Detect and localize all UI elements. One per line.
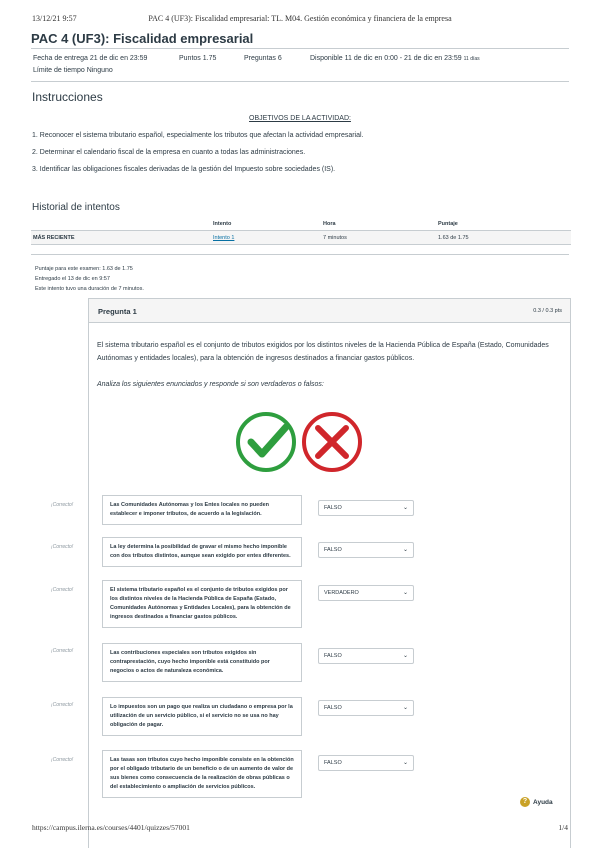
help-label: Ayuda [533,798,553,806]
statement: Las tasas son tributos cuyo hecho imponible consiste en la obtención por el obligado tributario de un beneficio o de un aumento de valor de sus bienes como consecuencia de la realización de obras públicas o del establecimiento o ampliación de servicios públicos. [102,750,302,798]
answer-status: ¡Correcto! [51,702,74,708]
table-header [31,218,571,231]
question-instruction: Analiza los siguientes enunciados y responde si son verdaderos o falsos: [97,381,324,388]
col-header: Puntaje [438,221,458,227]
divider [31,81,569,82]
select-value: FALSO [324,547,342,553]
attempt-link[interactable]: Intento 1 [213,235,235,241]
instructions-heading: Instrucciones [32,90,103,104]
select-value: FALSO [324,760,342,766]
availability [310,55,480,62]
statement: Las Comunidades Autónomas y los Entes locales no pueden establecer e imponer tributos, de acuerdo a la legislación. [102,495,302,525]
answer-select[interactable] [318,585,414,601]
print-header [32,14,568,23]
row-label: MÁS RECIENTE [33,235,75,241]
score-line: Puntaje para este examen: 1.63 de 1.75 [35,266,133,272]
time-limit: Límite de tiempo Ninguno [33,67,113,74]
chevron-down-icon: ⌄ [402,547,408,553]
select-value: FALSO [324,705,342,711]
history-heading: Historial de intentos [32,202,120,213]
answer-status: ¡Correcto! [51,757,74,763]
check-circle-icon [238,414,294,470]
attempt-score: 1.63 de 1.75 [438,235,469,241]
answer-select[interactable] [318,542,414,558]
availability-days: 11 días [463,56,480,62]
select-value: VERDADERO [324,590,359,596]
true-false-svg [234,409,364,475]
answer-select[interactable] [318,648,414,664]
page-number: 1/4 [558,823,568,832]
chevron-down-icon: ⌄ [402,590,408,596]
col-header: Hora [323,221,336,227]
objective-item: 3. Identificar las obligaciones fiscales derivadas de la gestión del Impuesto sobre sociedades (IS). [32,166,336,173]
answer-status: ¡Correcto! [51,587,74,593]
chevron-down-icon: ⌄ [402,653,408,659]
attempt-summary [35,264,144,294]
divider [31,48,569,49]
statement: La ley determina la posibilidad de gravar el mismo hecho imponible con dos tributos distintos, aunque sean exigido por entes diferentes. [102,537,302,567]
help-button[interactable] [520,797,553,807]
select-value: FALSO [324,653,342,659]
question-mark-icon: ? [520,797,530,807]
question-count: Preguntas 6 [244,55,282,62]
print-date: 13/12/21 9:57 [32,14,77,23]
statement: El sistema tributario español es el conjunto de tributos exigidos por los distintos niveles de la Hacienda Pública de España (Estado, Comunidades Autónomas y Entidades Locales), para la obtención de ingresos destinados a financiar gastos públicos. [102,580,302,628]
divider [31,254,569,255]
question-text: El sistema tributario español es el conjunto de tributos exigidos por los distintos niveles de la Hacienda Pública de España (Estado, Comunidades Autónomas y entidades locales), para la obtención de ingresos destinados a financiar gastos públicos. [97,342,549,362]
history-table [31,218,571,245]
answer-status: ¡Correcto! [51,648,74,654]
statement: Las contribuciones especiales son tributos exigidos sin contraprestación, cuyo hecho imponible está constituido por negocios o actos de naturaleza económica. [102,643,302,682]
select-value: FALSO [324,505,342,511]
chevron-down-icon: ⌄ [402,505,408,511]
availability-text: Disponible 11 de dic en 0:00 - 21 de dic en 23:59 [310,55,462,62]
page-title: PAC 4 (UF3): Fiscalidad empresarial [31,31,254,46]
duration-line: Este intento tuvo una duración de 7 minutos. [35,286,144,292]
answer-select[interactable] [318,755,414,771]
col-header: Intento [213,221,232,227]
cross-circle-icon [304,414,360,470]
question-title: Pregunta 1 [98,307,137,316]
objective-item: 2. Determinar el calendario fiscal de la empresa en cuanto a todas las administraciones. [32,149,306,156]
attempt-time: 7 minutos [323,235,347,241]
objectives-title: OBJETIVOS DE LA ACTIVIDAD: [249,115,351,122]
print-doc-title: PAC 4 (UF3): Fiscalidad empresarial: TL. M04. Gestión económica y financiera de la empresa [148,14,452,23]
table-row [31,231,571,245]
print-footer [32,823,568,832]
true-false-illustration [234,409,364,477]
answer-select[interactable] [318,700,414,716]
due-date: Fecha de entrega 21 de dic en 23:59 [33,55,148,62]
question-points: 0.3 / 0.3 pts [533,308,562,314]
answer-select[interactable] [318,500,414,516]
chevron-down-icon: ⌄ [402,705,408,711]
chevron-down-icon: ⌄ [402,760,408,766]
page-url: https://campus.ilerna.es/courses/4401/quizzes/57001 [32,823,190,832]
answer-status: ¡Correcto! [51,502,74,508]
submitted-line: Entregado el 13 de dic en 9:57 [35,276,110,282]
objective-item: 1. Reconocer el sistema tributario español, especialmente los tributos que afectan la actividad empresarial. [32,132,364,139]
points: Puntos 1.75 [179,55,217,62]
question-header [89,299,570,323]
answer-status: ¡Correcto! [51,544,74,550]
statement: Lo impuestos son un pago que realiza un ciudadano o empresa por la utilización de un servicio público, si el servicio no se usa no hay obligación de pagar. [102,697,302,736]
